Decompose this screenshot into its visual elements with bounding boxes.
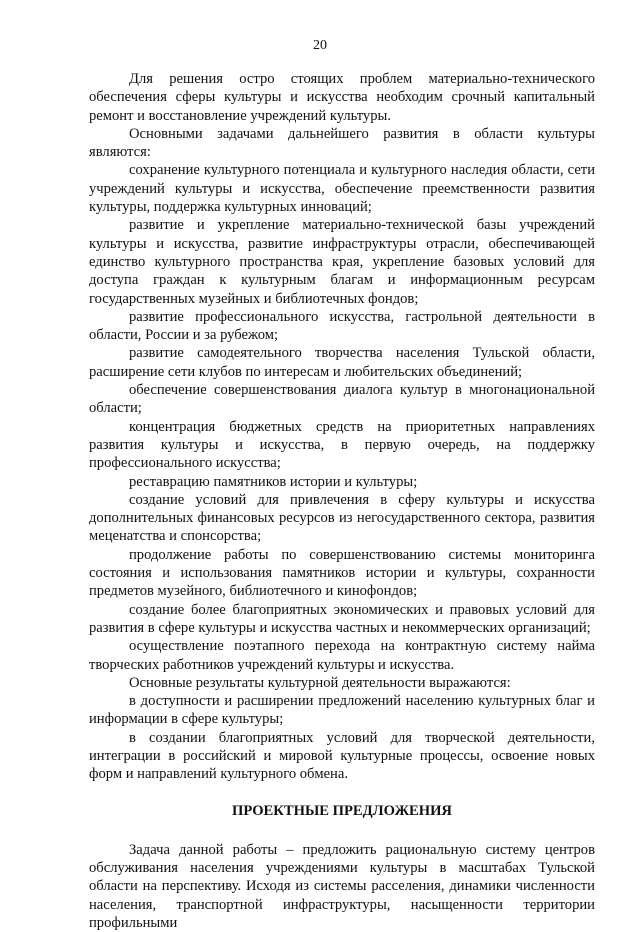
- paragraph: осуществление поэтапного перехода на контрактную систему найма творческих работников учреждений культуры и искусства.: [89, 638, 595, 673]
- paragraph: развитие профессионального искусства, гастрольной деятельности в области, России и за рубежом;: [89, 308, 595, 344]
- paragraph: Задача данной работы – предложить рациональную систему центров обслуживания населения учреждениями культуры в масштабах Тульской области на перспективу. Исходя из системы расселения, динамики численности населения, транспортной инфраструктуры, насыщенности территории профильными: [89, 841, 595, 932]
- paragraph: продолжение работы по совершенствованию системы мониторинга состояния и использования памятников истории и культуры, сохранности предметов музейного, библиотечного и кинофондов;: [89, 546, 595, 600]
- paragraph: Основными задачами дальнейшего развития в области культуры являются:: [89, 125, 595, 161]
- paragraph: обеспечение совершенствования диалога культур в многонациональной области;: [89, 382, 595, 417]
- paragraph: в создании благоприятных условий для творческой деятельности, интеграции в российский и мировой культурные процессы, освоение новых форм и направлений культурного обмена.: [89, 729, 595, 783]
- page-number: 20: [313, 38, 327, 53]
- document-body: [89, 70, 595, 932]
- paragraph: сохранение культурного потенциала и культурного наследия области, сети учреждений культуры и искусства, обеспечение преемственности развития культуры, поддержка культурных инноваций;: [89, 162, 595, 216]
- paragraph: развитие и укрепление материально-технической базы учреждений культуры и искусства, развитие инфраструктуры отрасли, обеспечивающей единство культурного пространства края, укрепление базовых условий для доступа граждан к культурным благам и информационным ресурсам государственных музейных и библиотечных фондов;: [89, 217, 595, 307]
- paragraph: в доступности и расширении предложений населению культурных благ и информации в сфере культуры;: [89, 693, 595, 728]
- paragraph: создание более благоприятных экономических и правовых условий для развития в сфере культуры и искусства частных и некоммерческих организаций;: [89, 601, 595, 636]
- section-heading: ПРОЕКТНЫЕ ПРЕДЛОЖЕНИЯ: [232, 802, 452, 819]
- paragraph: развитие самодеятельного творчества населения Тульской области, расширение сети клубов по интересам и любительских объединений;: [89, 345, 595, 380]
- paragraph: Основные результаты культурной деятельности выражаются:: [129, 674, 511, 691]
- paragraph: реставрацию памятников истории и культуры;: [129, 473, 418, 490]
- paragraph: создание условий для привлечения в сферу культуры и искусства дополнительных финансовых ресурсов из негосударственного сектора, развития меценатства и спонсорства;: [89, 491, 595, 545]
- paragraph: концентрация бюджетных средств на приоритетных направлениях развития культуры и искусства, в первую очередь, на поддержку профессионального искусства;: [89, 418, 595, 472]
- paragraph: Для решения остро стоящих проблем материально-технического обеспечения сферы культуры и искусства необходим срочный капитальный ремонт и восстановление учреждений культуры.: [89, 71, 595, 124]
